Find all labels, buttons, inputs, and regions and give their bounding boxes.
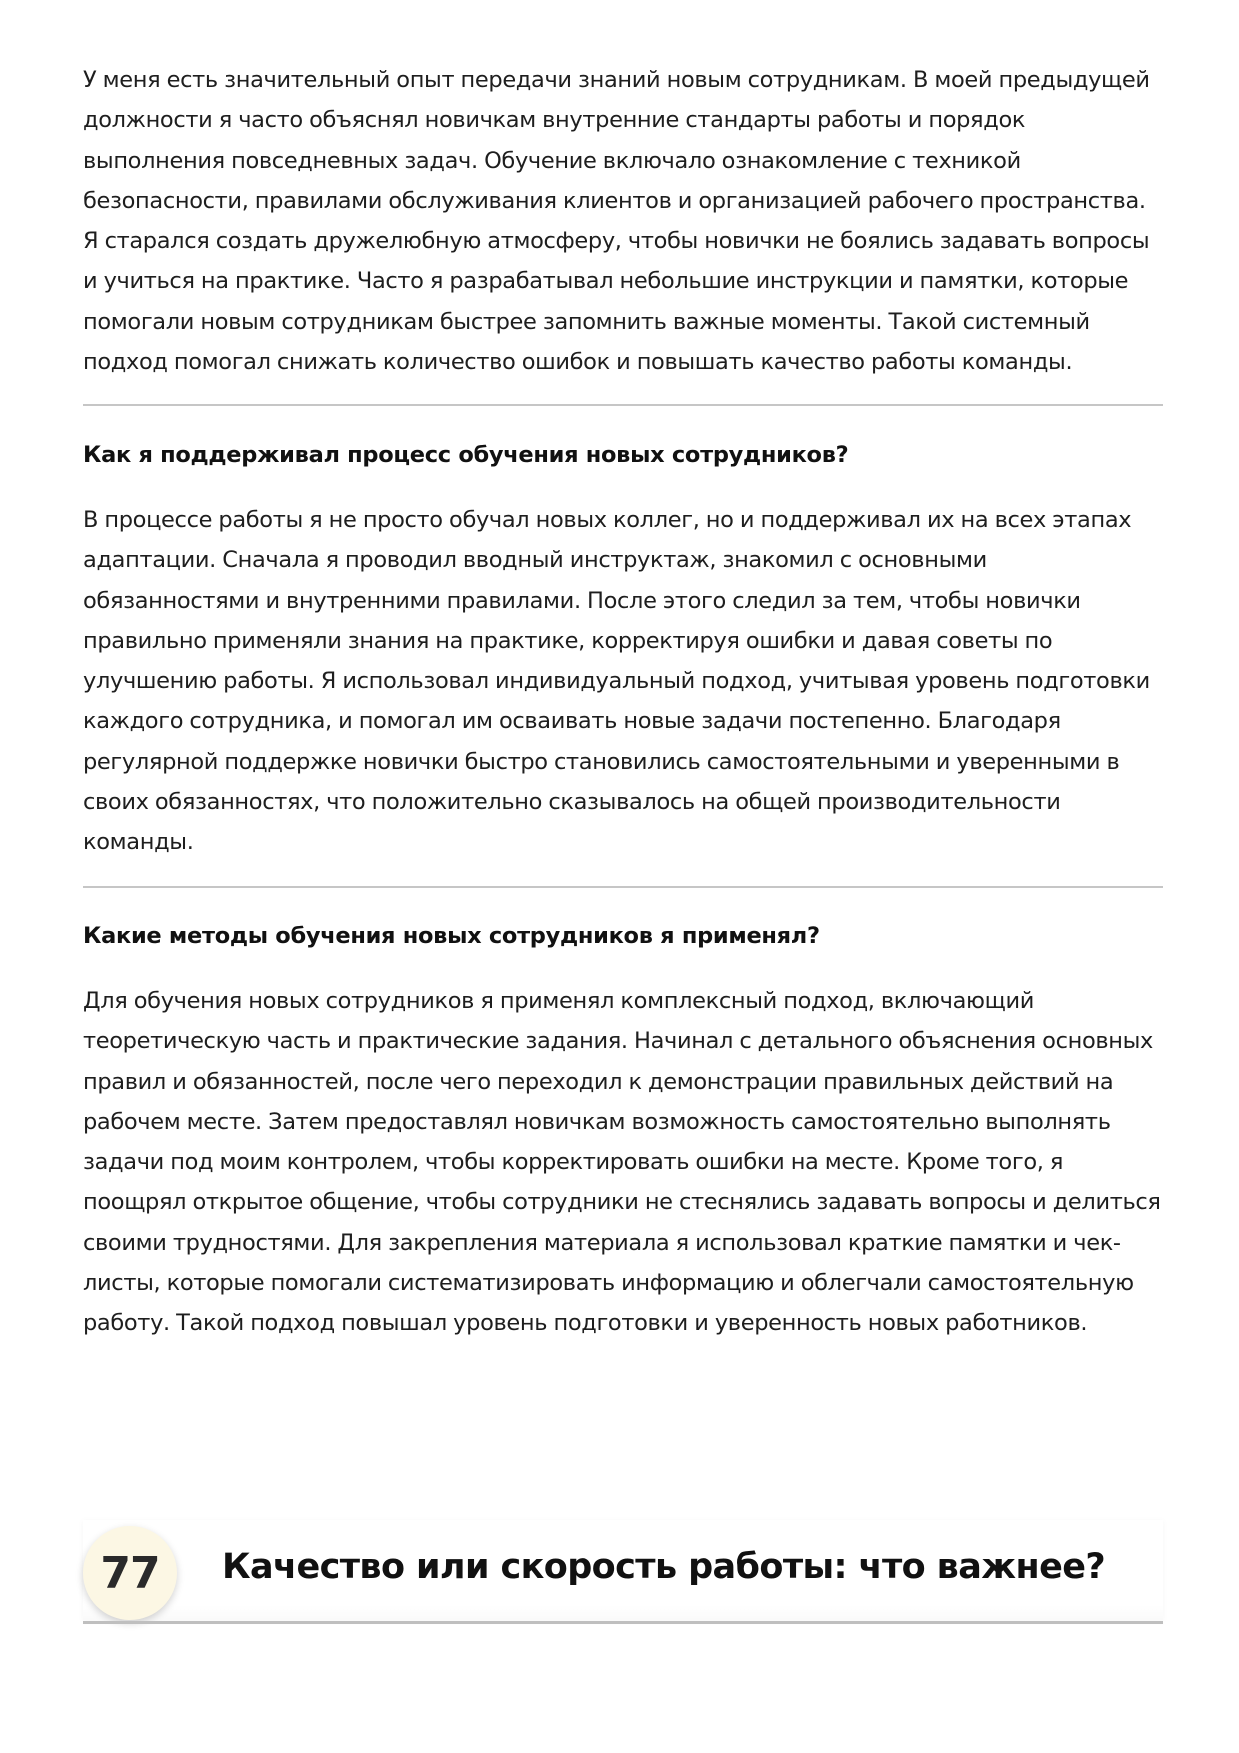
section-divider — [83, 404, 1163, 406]
question-heading-support: Как я поддерживал процесс обучения новых сотрудников? — [83, 442, 849, 468]
chapter-number-badge: 77 — [83, 1526, 177, 1620]
chapter-underline — [83, 1621, 1163, 1624]
answer-paragraph-methods: Для обучения новых сотрудников я применял комплексный подход, включающий теоретическую часть и практические задания. Начинал с детального объяснения основных правил и обязанностей, после чего переходил к демонстрации правильных действий на рабочем месте. Затем предоставлял новичкам возможность самостоятельно выполнять задачи под моим контролем, чтобы корректировать ошибки на месте. Кроме того, я поощрял открытое общение, чтобы сотрудники не стеснялись задавать вопросы и делиться своими трудностями. Для закрепления материала я использовал краткие памятки и чек- листы, которые помогали систематизировать информацию и облегчали самостоятельную работу. Такой подход повышал уровень подготовки и уверенность новых работников. — [83, 988, 1161, 1337]
chapter-title: Качество или скорость работы: что важнее? — [222, 1547, 1106, 1587]
section-divider — [83, 886, 1163, 888]
answer-paragraph-support: В процессе работы я не просто обучал новых коллег, но и поддерживал их на всех этапах адаптации. Сначала я проводил вводный инструктаж, знакомил с основными обязанностями и внутренними правилами. После этого следил за тем, чтобы новички правильно применяли знания на практике, корректируя ошибки и давая советы по улучшению работы. Я использовал индивидуальный подход, учитывая уровень подготовки каждого сотрудника, и помогал им осваивать новые задачи постепенно. Благодаря регулярной поддержке новички быстро становились самостоятельными и уверенными в своих обязанностях, что положительно сказывалось на общей производительности команды. — [83, 507, 1150, 856]
chapter-header — [83, 1520, 1163, 1624]
question-heading-methods: Какие методы обучения новых сотрудников я применял? — [83, 923, 820, 949]
answer-paragraph-experience: У меня есть значительный опыт передачи знаний новым сотрудникам. В моей предыдущей должности я часто объяснял новичкам внутренние стандарты работы и порядок выполнения повседневных задач. Обучение включало ознакомление с техникой безопасности, правилами обслуживания клиентов и организацией рабочего пространства. Я старался создать дружелюбную атмосферу, чтобы новички не боялись задавать вопросы и учиться на практике. Часто я разрабатывал небольшие инструкции и памятки, которые помогали новым сотрудникам быстрее запомнить важные моменты. Такой системный подход помогал снижать количество ошибок и повышать качество работы команды. — [83, 67, 1150, 376]
